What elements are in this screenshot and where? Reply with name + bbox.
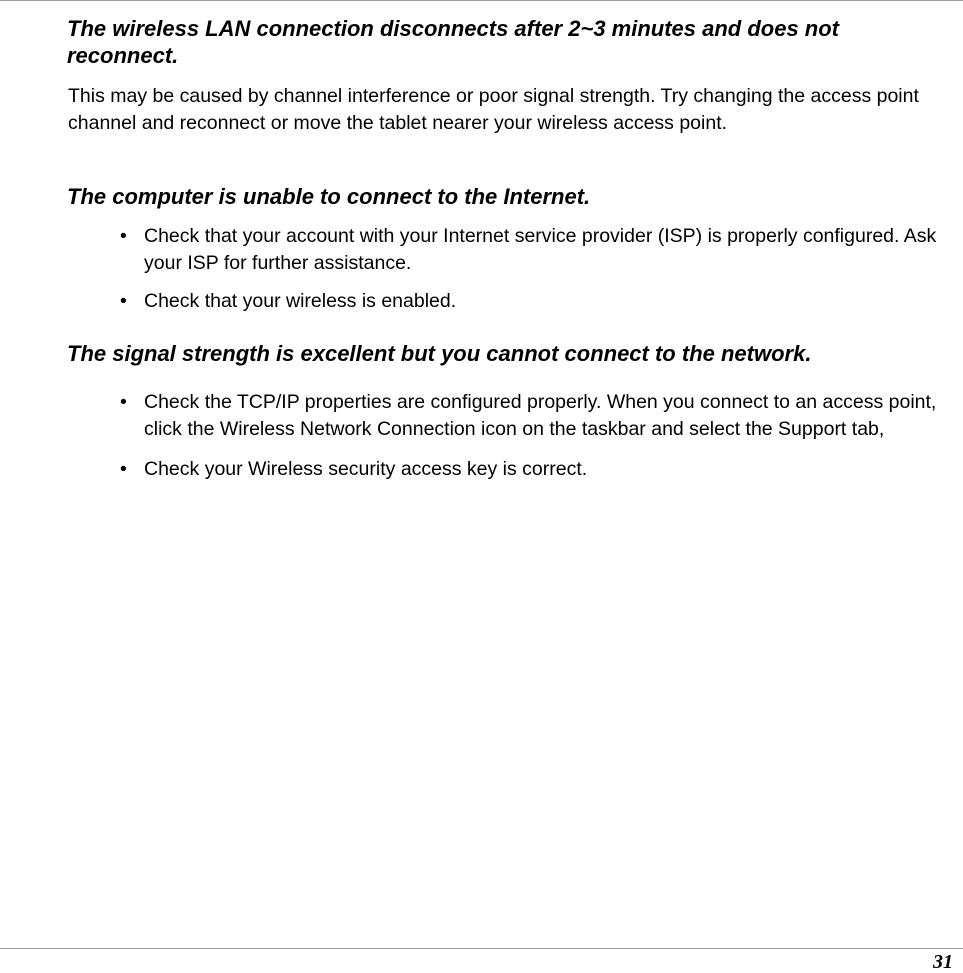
bullet-list-internet-connect [0,223,954,315]
section-heading-wireless-disconnect: The wireless LAN connection disconnects after 2~3 minutes and does not reconnect. [67,16,840,68]
bullet-list-signal-strength [0,389,954,483]
list-item [0,288,954,315]
page-number: 31 [933,951,953,973]
bullet-text: Check that your account with your Internet service provider (ISP) is properly configured. Ask your ISP for further assistance. [144,225,937,274]
list-item [0,389,954,443]
footer-rule [0,948,963,949]
bullet-text: Check the TCP/IP properties are configured properly. When you connect to an access point, click the Wireless Network Connection icon on the taskbar and select the Support tab, [144,391,937,440]
bullet-text: Check your Wireless security access key is correct. [144,458,588,480]
section-heading-internet-connect: The computer is unable to connect to the Internet. [67,184,591,209]
section-paragraph-wireless-disconnect: This may be caused by channel interference or poor signal strength. Try changing the access point channel and reconnect or move the tablet nearer your wireless access point. [68,85,919,134]
bullet-icon: • [120,391,127,413]
top-rule [0,0,963,1]
bullet-icon: • [120,290,127,312]
section-heading-signal-strength: The signal strength is excellent but you cannot connect to the network. [67,341,812,366]
list-item [0,223,954,277]
list-item [0,456,954,483]
bullet-text: Check that your wireless is enabled. [144,290,457,312]
bullet-icon: • [120,458,127,480]
bullet-icon: • [120,225,127,247]
